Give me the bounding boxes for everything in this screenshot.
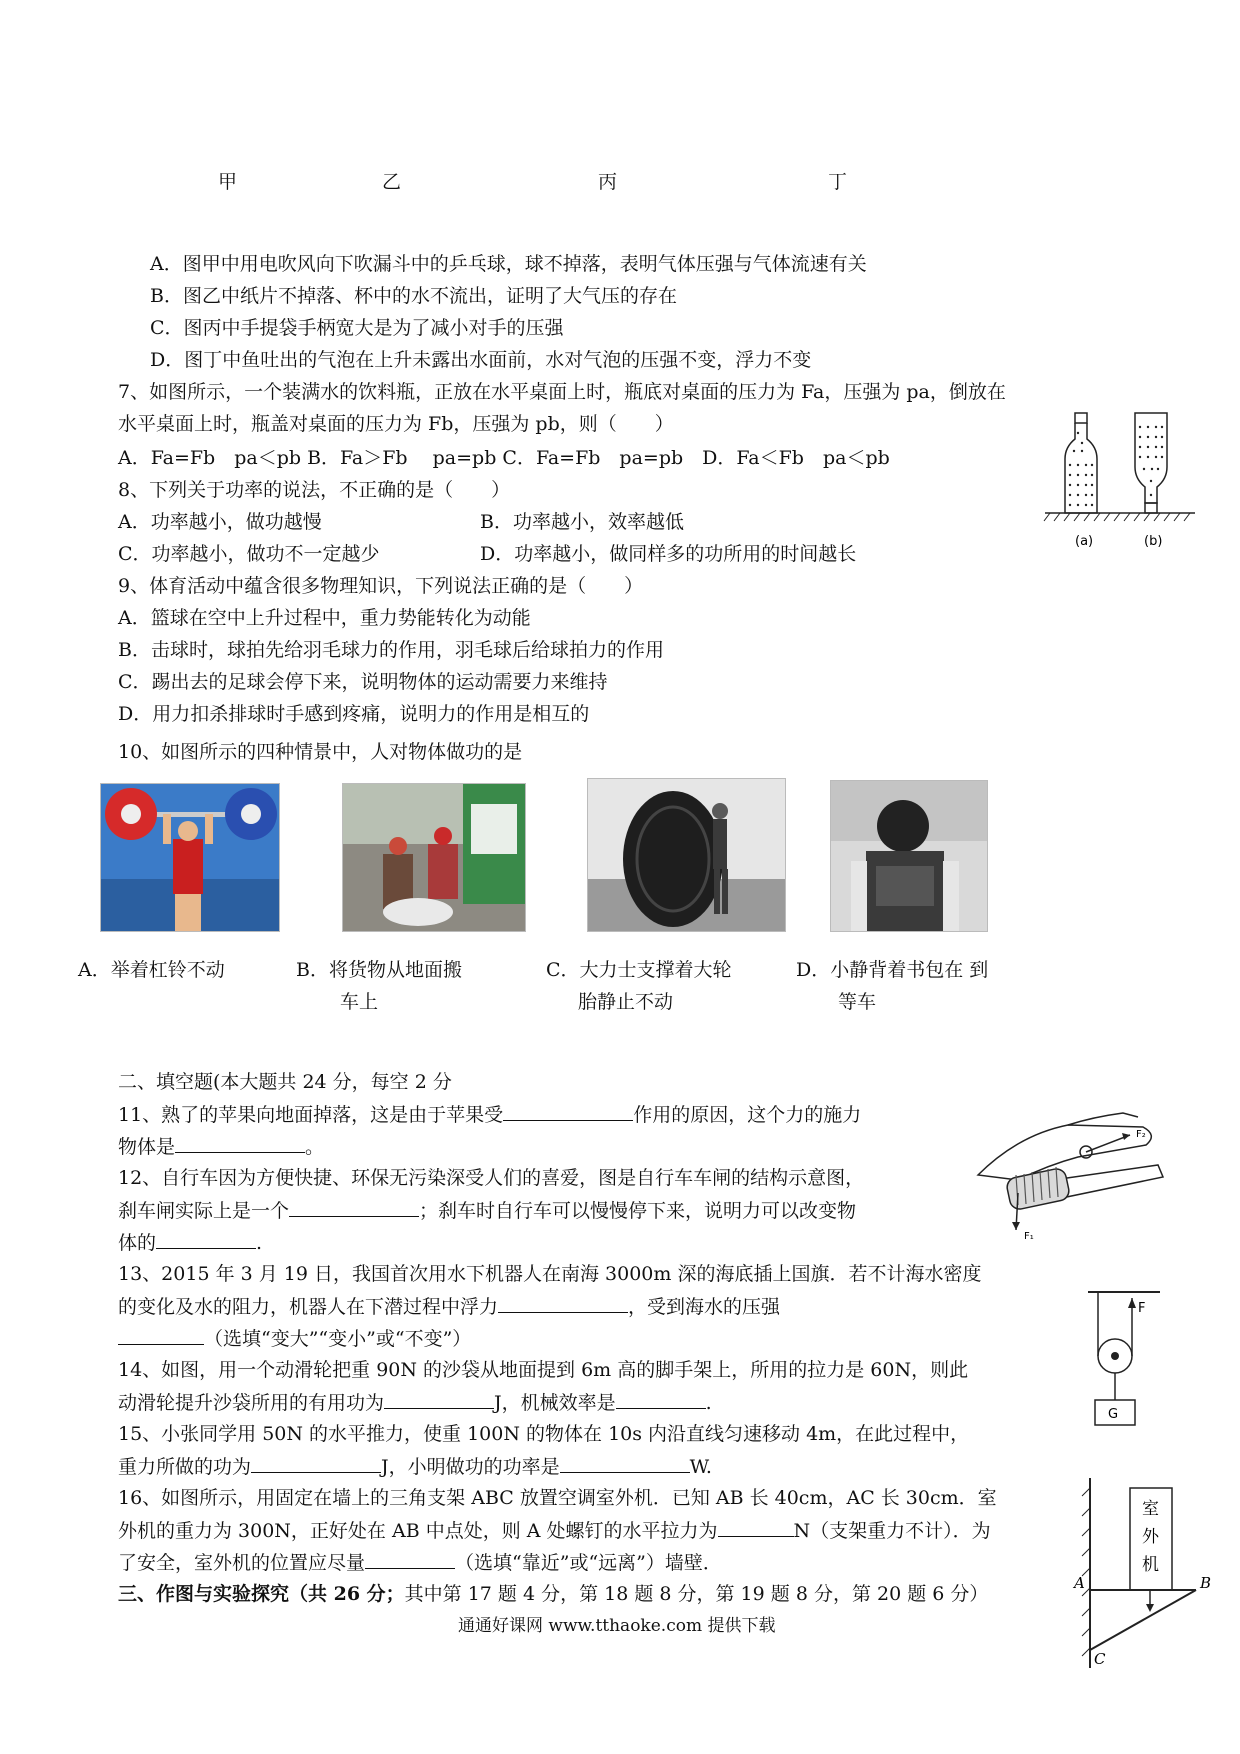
point-b-label: B: [1200, 1574, 1212, 1592]
ac-box-char-3: 机: [1142, 1555, 1159, 1575]
q14-line2: [118, 1390, 712, 1415]
q9-option-d: D．用力扣杀排球时手感到疼痛，说明力的作用是相互的: [118, 703, 590, 725]
q14-text-c: .: [705, 1392, 712, 1414]
photo-tire: [587, 778, 786, 932]
label-jia: 甲: [218, 171, 238, 193]
q16-text-a: 外机的重力为 300N，正好处在 AB 中点处，则 A 处螺钉的水平拉力为: [118, 1520, 718, 1542]
section3-heading-bold: 三、作图与实验探究（共 26 分；: [118, 1583, 405, 1605]
photo-lifting-goods: [342, 783, 526, 932]
q14-blank-1[interactable]: [384, 1390, 494, 1409]
q10-caption-b2: 车上: [340, 991, 379, 1013]
q15-text-b: J，小明做功的功率是: [381, 1456, 560, 1478]
q12-line3: [118, 1230, 262, 1255]
force-f1-label: F₁: [1024, 1231, 1034, 1242]
q13-blank-2[interactable]: [118, 1326, 204, 1345]
q9-option-b: B．击球时，球拍先给羽毛球力的作用，羽毛球后给球拍力的作用: [118, 639, 664, 661]
q14-line1: 14、如图，用一个动滑轮把重 90N 的沙袋从地面提到 6m 高的脚手架上，所用的拉力是 60N，则此: [118, 1359, 969, 1381]
q15-line2: [118, 1454, 712, 1479]
label-ding: 丁: [828, 171, 848, 193]
q12-text-a: 刹车闸实际上是一个: [118, 1200, 290, 1222]
q16-text-b: N（支架重力不计）．为: [793, 1520, 991, 1542]
q15-blank-2[interactable]: [560, 1454, 690, 1473]
force-f2-label: F₂: [1136, 1129, 1146, 1140]
q16-text-c: 了安全，室外机的位置应尽量: [118, 1552, 366, 1574]
q7-stem-line2: 水平桌面上时，瓶盖对桌面的压力为 Fb，压强为 pb，则（ ）: [118, 413, 674, 435]
q9-option-a: A．篮球在空中上升过程中，重力势能转化为动能: [118, 607, 531, 629]
q10-caption-c2: 胎静止不动: [578, 991, 674, 1013]
q12-text-d: .: [256, 1232, 263, 1254]
q12-text-c: 体的: [118, 1232, 157, 1254]
q12-line2: [118, 1198, 856, 1223]
section3-heading: [118, 1582, 988, 1606]
q7-stem-line1: 7、如图所示，一个装满水的饮料瓶，正放在水平桌面上时，瓶底对桌面的压力为 Fa，压强为 pa，倒放在: [118, 381, 1006, 403]
q15-blank-1[interactable]: [251, 1454, 381, 1473]
bottles-figure: [1040, 405, 1200, 555]
q16-text-d: （选填“靠近”或“远离”）墙壁．: [455, 1552, 722, 1574]
label-yi: 乙: [382, 171, 402, 193]
photo-weightlifter: [100, 783, 280, 932]
fig-label-a: (a): [1075, 534, 1094, 549]
q11-text-c: 物体是: [118, 1136, 176, 1158]
q10-caption-b1: B．将货物从地面搬: [296, 959, 462, 981]
q12-blank-2[interactable]: [156, 1230, 256, 1249]
q16-blank-2[interactable]: [365, 1550, 455, 1569]
q8-stem: 8、下列关于功率的说法，不正确的是（ ）: [118, 479, 511, 501]
q12-line1: 12、自行车因为方便快捷、环保无污染深受人们的喜爱，图是自行车车闸的结构示意图，: [118, 1167, 865, 1189]
q8-option-a: A．功率越小，做功越慢: [118, 511, 322, 533]
q11-text-a: 11、熟了的苹果向地面掉落，这是由于苹果受: [118, 1104, 504, 1126]
q16-blank-1[interactable]: [718, 1518, 794, 1537]
q11-line1: [118, 1102, 861, 1127]
q7-options: A．Fa=Fb pa＜pb B．Fa＞Fb pa=pb C．Fa=Fb pa=pb D．Fa＜Fb pa＜pb: [118, 447, 890, 469]
q10-caption-a: A．举着杠铃不动: [78, 959, 225, 981]
q11-text-b: 作用的原因，这个力的施力: [633, 1104, 862, 1126]
q16-line3: [118, 1550, 722, 1575]
photo-backpack: [830, 780, 988, 932]
pulley-weight-label: G: [1108, 1407, 1119, 1422]
q12-text-b: ；刹车时自行车可以慢慢停下来，说明力可以改变物: [419, 1200, 857, 1222]
section3-heading-rest: 其中第 17 题 4 分，第 18 题 8 分，第 19 题 8 分，第 20 题 6 分）: [404, 1583, 989, 1605]
q10-caption-c1: C．大力士支撑着大轮: [546, 959, 732, 981]
ac-box-char-2: 外: [1142, 1527, 1159, 1547]
q9-stem: 9、体育活动中蕴含很多物理知识，下列说法正确的是（ ）: [118, 575, 644, 597]
q6-option-a: A．图甲中用电吹风向下吹漏斗中的乒乓球，球不掉落，表明气体压强与气体流速有关: [150, 253, 867, 275]
q9-option-c: C．踢出去的足球会停下来，说明物体的运动需要力来维持: [118, 671, 608, 693]
q13-line1: 13、2015 年 3 月 19 日，我国首次用水下机器人在南海 3000m 深的海底插上国旗．若不计海水密度: [118, 1263, 982, 1285]
q10-caption-d1: D．小静背着书包在 到: [796, 959, 989, 981]
q6-option-c: C．图丙中手提袋手柄宽大是为了减小对手的压强: [150, 317, 564, 339]
q12-blank-1[interactable]: [289, 1198, 419, 1217]
q10-stem: 10、如图所示的四种情景中，人对物体做功的是: [118, 741, 523, 763]
q11-text-d: 。: [305, 1136, 325, 1158]
q16-line2: [118, 1518, 991, 1543]
q15-text-c: W.: [689, 1456, 712, 1478]
q11-blank-2[interactable]: [175, 1134, 305, 1153]
q16-line1: 16、如图所示，用固定在墙上的三角支架 ABC 放置空调室外机．已知 AB 长 40cm，AC 长 30cm．室: [118, 1487, 997, 1509]
q13-line2: [118, 1294, 780, 1319]
q13-blank-1[interactable]: [498, 1294, 628, 1313]
point-a-label: A: [1074, 1574, 1085, 1592]
q15-line1: 15、小张同学用 50N 的水平推力，使重 100N 的物体在 10s 内沿直线匀速移动 4m，在此过程中，: [118, 1423, 970, 1445]
bike-brake-figure: [958, 1105, 1173, 1250]
pulley-figure: [1080, 1290, 1180, 1440]
q13-text-b: ，受到海水的压强: [628, 1296, 781, 1318]
section2-heading: 二、填空题(本大题共 24 分，每空 2 分: [118, 1071, 452, 1093]
q8-option-c: C．功率越小，做功不一定越少: [118, 543, 380, 565]
fig-label-b: (b): [1144, 534, 1163, 549]
q8-option-b: B．功率越小，效率越低: [480, 511, 684, 533]
q14-text-b: J，机械效率是: [494, 1392, 616, 1414]
point-c-label: C: [1094, 1650, 1106, 1668]
q6-option-d: D．图丁中鱼吐出的气泡在上升未露出水面前，水对气泡的压强不变，浮力不变: [150, 349, 812, 371]
pulley-force-label: F: [1138, 1301, 1146, 1316]
q14-blank-2[interactable]: [616, 1390, 706, 1409]
q11-blank-1[interactable]: [503, 1102, 633, 1121]
ac-box-char-1: 室: [1142, 1499, 1159, 1519]
q13-text-c: （选填“变大”“变小”或“不变”）: [204, 1328, 472, 1350]
q13-line3: [118, 1326, 471, 1351]
footer-text: 通通好课网 www.tthaoke.com 提供下载: [458, 1616, 776, 1636]
q6-option-b: B．图乙中纸片不掉落、杯中的水不流出，证明了大气压的存在: [150, 285, 677, 307]
q11-line2: [118, 1134, 324, 1159]
q13-text-a: 的变化及水的阻力，机器人在下潜过程中浮力: [118, 1296, 499, 1318]
label-bing: 丙: [598, 171, 618, 193]
q15-text-a: 重力所做的功为: [118, 1456, 252, 1478]
q10-caption-d2: 等车: [838, 991, 877, 1013]
ac-bracket-figure: [1068, 1478, 1218, 1668]
q14-text-a: 动滑轮提升沙袋所用的有用功为: [118, 1392, 385, 1414]
q8-option-d: D．功率越小，做同样多的功所用的时间越长: [480, 543, 857, 565]
